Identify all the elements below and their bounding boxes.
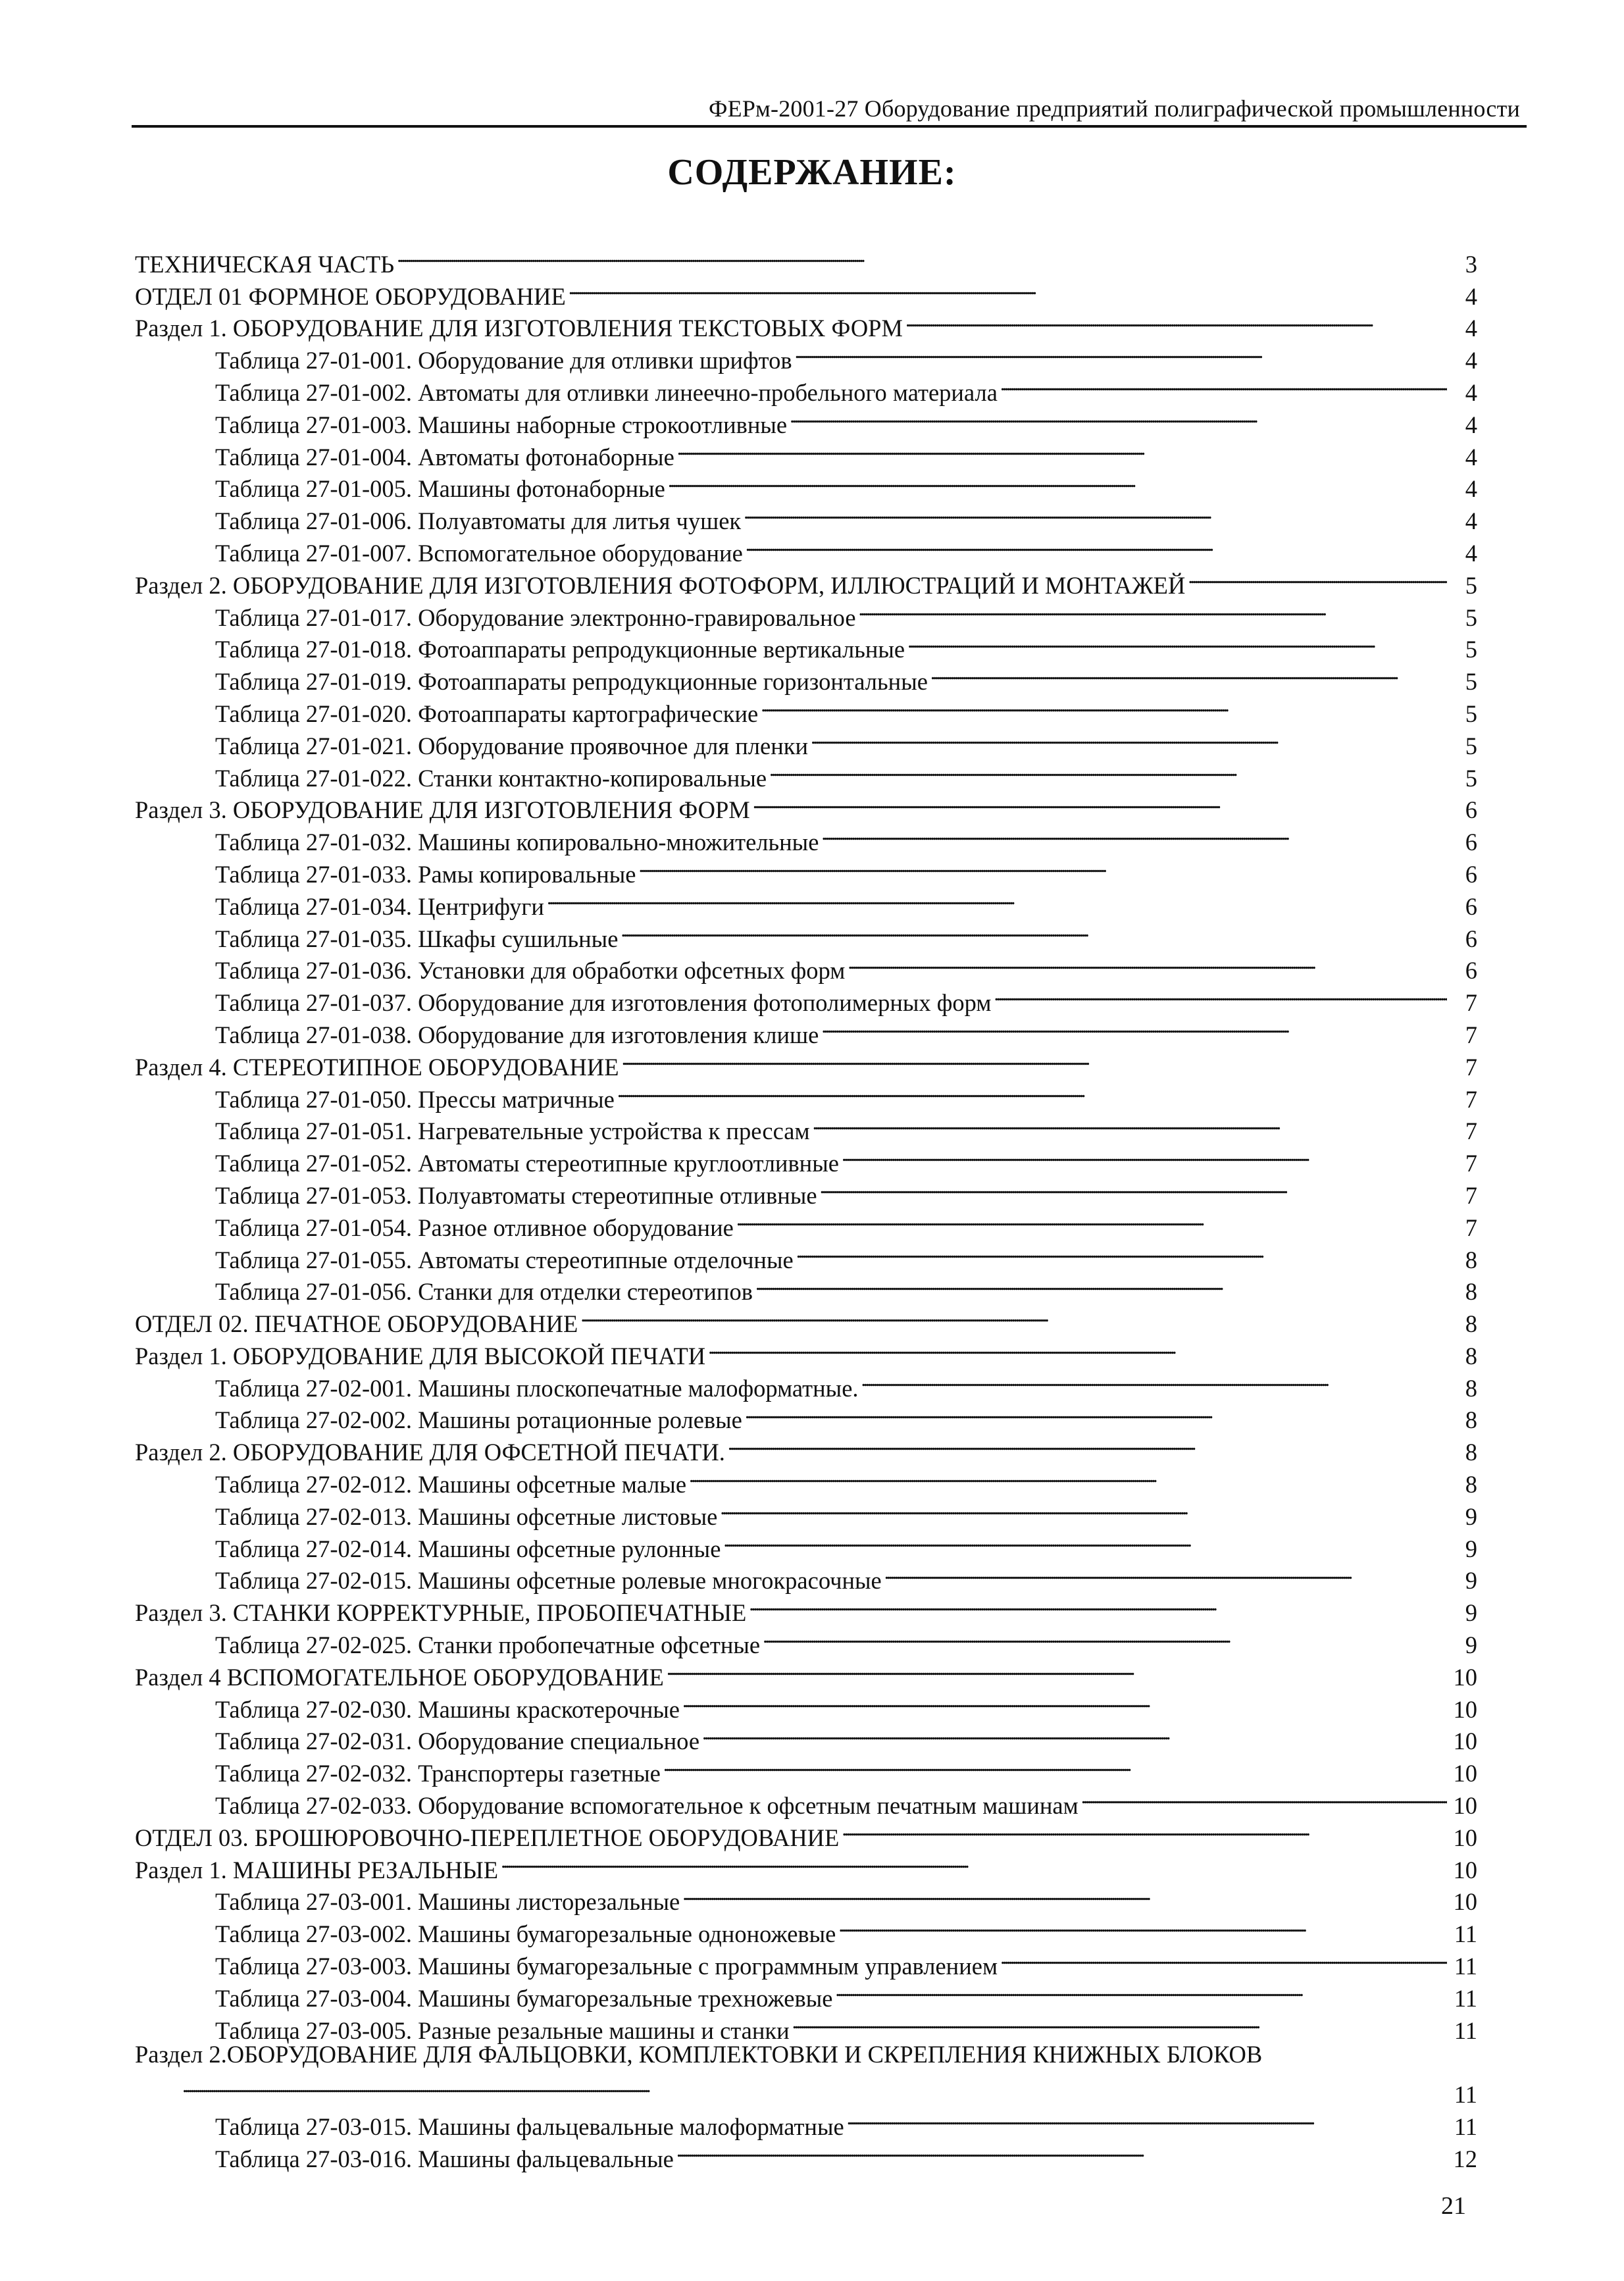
toc-entry-label: Раздел 1. ОБОРУДОВАНИЕ ДЛЯ ВЫСОКОЙ ПЕЧАТИ bbox=[135, 1342, 706, 1370]
toc-entry-page: 10 bbox=[1453, 1728, 1477, 1755]
dot-leader bbox=[668, 465, 1447, 498]
dot-leader bbox=[811, 722, 1447, 754]
toc-entry-page: 6 bbox=[1465, 957, 1477, 985]
dot-leader bbox=[820, 1171, 1447, 1204]
toc-entry-label: Таблица 27-01-021. Оборудование проявочное для пленки bbox=[215, 732, 809, 759]
dot-leader bbox=[1000, 369, 1447, 401]
toc-entry-label: Таблица 27-01-005. Машины фотонаборные bbox=[215, 475, 665, 503]
dot-leader bbox=[907, 626, 1447, 658]
toc-entry-page: 11 bbox=[1454, 1920, 1477, 1948]
dot-leader bbox=[746, 529, 1447, 561]
toc-entry-label: Таблица 27-01-032. Машины копировально-множительные bbox=[215, 829, 819, 856]
toc-entry-label: Таблица 27-01-033. Рамы копировальные bbox=[215, 860, 636, 888]
toc-entry-page: 6 bbox=[1465, 892, 1477, 920]
toc-entry-label: Таблица 27-02-032. Транспортеры газетные bbox=[215, 1760, 661, 1787]
toc-entry-page: 8 bbox=[1465, 1374, 1477, 1402]
toc-entry-page: 11 bbox=[1454, 2113, 1477, 2141]
toc-entry-page: 7 bbox=[1465, 1214, 1477, 1241]
toc-entry-page: 5 bbox=[1465, 668, 1477, 696]
dot-leader bbox=[861, 1364, 1447, 1397]
toc-entry[interactable] bbox=[135, 2070, 1477, 2109]
dot-leader bbox=[769, 754, 1447, 786]
toc-entry-label: Таблица 27-02-013. Машины офсетные листовые bbox=[215, 1502, 718, 1530]
dot-leader bbox=[813, 1108, 1447, 1140]
toc-entry-page: 4 bbox=[1465, 347, 1477, 374]
toc-entry-page: 4 bbox=[1465, 411, 1477, 438]
toc-entry-label: Таблица 27-02-001. Машины плоскопечатные малоформатные. bbox=[215, 1374, 859, 1402]
dot-leader bbox=[501, 1846, 1447, 1878]
dot-leader bbox=[667, 1653, 1447, 1685]
dot-leader bbox=[749, 1589, 1447, 1621]
toc-entry-page: 8 bbox=[1465, 1246, 1477, 1273]
toc-entry-page: 5 bbox=[1465, 764, 1477, 792]
toc-entry-label: Таблица 27-03-015. Машины фальцевальные малоформатные bbox=[215, 2113, 844, 2141]
toc-entry-label: ТЕХНИЧЕСКАЯ ЧАСТЬ bbox=[135, 250, 395, 278]
toc-entry-page: 5 bbox=[1465, 571, 1477, 599]
toc-entry-page: 5 bbox=[1465, 603, 1477, 631]
table-of-contents bbox=[135, 240, 1477, 2172]
toc-entry-label: Таблица 27-01-017. Оборудование электронно-гравировальное bbox=[215, 603, 856, 631]
toc-entry-label: Таблица 27-03-004. Машины бумагорезальные трехножевые bbox=[215, 1984, 833, 2012]
toc-entry-label: Таблица 27-02-033. Оборудование вспомогательное к офсетным печатным машинам bbox=[215, 1792, 1078, 1820]
dot-leader bbox=[848, 947, 1447, 979]
dot-leader bbox=[763, 1621, 1447, 1653]
toc-entry-label: Таблица 27-03-003. Машины бумагорезальные с программным управлением bbox=[215, 1953, 998, 1980]
toc-entry-label: Раздел 2.ОБОРУДОВАНИЕ ДЛЯ ФАЛЬЦОВКИ, КОМПЛЕКТОВКИ И СКРЕПЛЕНИЯ КНИЖНЫХ БЛОКОВ bbox=[135, 2040, 1263, 2068]
dot-leader bbox=[838, 1910, 1447, 1942]
toc-entry-page: 10 bbox=[1453, 1888, 1477, 1916]
toc-entry-label: Таблица 27-01-022. Станки контактно-копировальные bbox=[215, 764, 767, 792]
dot-leader bbox=[617, 1075, 1447, 1108]
toc-entry-label: Раздел 3. ОБОРУДОВАНИЕ ДЛЯ ИЗГОТОВЛЕНИЯ ФОРМ bbox=[135, 796, 750, 824]
toc-entry-page: 8 bbox=[1465, 1342, 1477, 1370]
dot-leader bbox=[682, 1685, 1447, 1718]
toc-entry-page: 6 bbox=[1465, 860, 1477, 888]
toc-entry[interactable] bbox=[135, 2039, 1477, 2071]
dot-leader bbox=[1188, 561, 1447, 594]
toc-entry-label: Таблица 27-03-016. Машины фальцевальные bbox=[215, 2145, 674, 2172]
toc-entry-page: 7 bbox=[1465, 989, 1477, 1017]
toc-entry-label: Таблица 27-01-051. Нагревательные устройства к прессам bbox=[215, 1117, 810, 1145]
toc-entry-page: 9 bbox=[1465, 1631, 1477, 1659]
toc-entry-label: ОТДЕЛ 02. ПЕЧАТНОЕ ОБОРУДОВАНИЕ bbox=[135, 1310, 578, 1338]
toc-entry-page: 4 bbox=[1465, 282, 1477, 310]
toc-entry-page: 7 bbox=[1465, 1117, 1477, 1145]
dot-leader bbox=[790, 401, 1447, 433]
toc-entry-page: 10 bbox=[1453, 1824, 1477, 1851]
toc-entry-label: Таблица 27-03-001. Машины листорезальные bbox=[215, 1888, 680, 1916]
toc-entry-page: 4 bbox=[1465, 443, 1477, 471]
toc-entry-page: 7 bbox=[1465, 1053, 1477, 1081]
dot-leader bbox=[677, 433, 1447, 465]
dot-leader bbox=[682, 1878, 1447, 1910]
toc-entry-page: 10 bbox=[1453, 1663, 1477, 1691]
toc-entry-label: Таблица 27-01-053. Полуавтоматы стереотипные отливные bbox=[215, 1181, 817, 1209]
page-number: 21 bbox=[1441, 2192, 1466, 2220]
dot-leader bbox=[884, 1557, 1447, 1589]
dot-leader bbox=[796, 1236, 1447, 1268]
toc-entry-label: Раздел 3. СТАНКИ КОРРЕКТУРНЫЕ, ПРОБОПЕЧАТНЫЕ bbox=[135, 1599, 747, 1627]
dot-leader bbox=[736, 1204, 1447, 1236]
toc-entry-page: 7 bbox=[1465, 1021, 1477, 1048]
toc-entry-label: Таблица 27-02-014. Машины офсетные рулонные bbox=[215, 1535, 721, 1562]
toc-entry-page: 6 bbox=[1465, 829, 1477, 856]
toc-entry-page: 9 bbox=[1465, 1535, 1477, 1562]
toc-entry-page: 8 bbox=[1465, 1278, 1477, 1306]
toc-entry-label: Раздел 2. ОБОРУДОВАНИЕ ДЛЯ ИЗГОТОВЛЕНИЯ ФОТОФОРМ, ИЛЛЮСТРАЦИЙ И МОНТАЖЕЙ bbox=[135, 571, 1186, 599]
toc-entry-label: Таблица 27-02-002. Машины ротационные ролевые bbox=[215, 1406, 742, 1434]
dot-leader bbox=[842, 1814, 1447, 1846]
toc-entry-label: Таблица 27-01-003. Машины наборные строкоотливные bbox=[215, 411, 788, 438]
toc-entry-page: 11 bbox=[1454, 2081, 1477, 2109]
dot-leader bbox=[1081, 1781, 1447, 1814]
dot-leader bbox=[728, 1428, 1447, 1460]
dot-leader bbox=[905, 305, 1447, 337]
toc-entry-label: Таблица 27-01-036. Установки для обработки офсетных форм bbox=[215, 957, 846, 985]
toc-entry-label: Таблица 27-01-007. Вспомогательное оборудование bbox=[215, 539, 743, 567]
toc-entry-label: Таблица 27-01-054. Разное отливное оборудование bbox=[215, 1214, 734, 1241]
dot-leader bbox=[639, 850, 1448, 883]
toc-entry-page: 4 bbox=[1465, 475, 1477, 503]
toc-entry-page: 6 bbox=[1465, 796, 1477, 824]
toc-entry-page: 4 bbox=[1465, 539, 1477, 567]
dot-leader bbox=[792, 2007, 1447, 2039]
toc-entry-page: 6 bbox=[1465, 925, 1477, 952]
toc-entry-label: Таблица 27-01-006. Полуавтоматы для литья чушек bbox=[215, 507, 742, 535]
toc-entry-page: 3 bbox=[1465, 250, 1477, 278]
toc-entry-label: Таблица 27-03-002. Машины бумагорезальные одноножевые bbox=[215, 1920, 836, 1948]
dot-leader bbox=[755, 1268, 1447, 1300]
toc-entry-page: 9 bbox=[1465, 1567, 1477, 1595]
dot-leader bbox=[795, 336, 1447, 369]
dot-leader bbox=[821, 1011, 1447, 1043]
toc-entry-label: Таблица 27-01-056. Станки для отделки стереотипов bbox=[215, 1278, 753, 1306]
toc-entry-page: 10 bbox=[1453, 1760, 1477, 1787]
toc-entry-page: 10 bbox=[1453, 1695, 1477, 1723]
toc-entry-label: Таблица 27-01-001. Оборудование для отливки шрифтов bbox=[215, 347, 792, 374]
dot-leader bbox=[580, 1300, 1447, 1332]
dot-leader bbox=[397, 240, 1447, 272]
toc-entry-label: Раздел 4. СТЕРЕОТИПНОЕ ОБОРУДОВАНИЕ bbox=[135, 1053, 619, 1081]
toc-entry-label: Таблица 27-02-012. Машины офсетные малые bbox=[215, 1471, 687, 1499]
dot-leader bbox=[847, 2103, 1447, 2135]
toc-entry-page: 11 bbox=[1454, 1984, 1477, 2012]
toc-entry-page: 11 bbox=[1454, 1953, 1477, 1980]
running-title: ФЕРм-2001-27 Оборудование предприятий полиграфической промышленности bbox=[708, 95, 1520, 122]
toc-entry-label: Таблица 27-01-018. Фотоаппараты репродукционные вертикальные bbox=[215, 636, 905, 663]
toc-entry-page: 5 bbox=[1465, 732, 1477, 759]
toc-entry-label: ОТДЕЛ 03. БРОШЮРОВОЧНО-ПЕРЕПЛЕТНОЕ ОБОРУДОВАНИЕ bbox=[135, 1824, 840, 1851]
dot-leader bbox=[761, 690, 1447, 722]
toc-entry-page: 4 bbox=[1465, 315, 1477, 342]
toc-entry-label: Раздел 4 ВСПОМОГАТЕЛЬНОЕ ОБОРУДОВАНИЕ bbox=[135, 1663, 664, 1691]
toc-entry-page: 12 bbox=[1453, 2145, 1477, 2172]
toc-entry-label: Таблица 27-03-005. Разные резальные машины и станки bbox=[215, 2016, 790, 2044]
dot-leader bbox=[821, 818, 1447, 850]
dot-leader bbox=[622, 1043, 1447, 1075]
dot-leader bbox=[569, 272, 1447, 305]
dot-leader bbox=[930, 657, 1447, 690]
toc-entry-page: 11 bbox=[1454, 2016, 1477, 2044]
toc-entry-page: 7 bbox=[1465, 1150, 1477, 1177]
toc-entry-label: Таблица 27-01-055. Автоматы стереотипные отделочные bbox=[215, 1246, 794, 1273]
dot-leader bbox=[621, 915, 1447, 947]
toc-entry-label: ОТДЕЛ 01 ФОРМНОЕ ОБОРУДОВАНИЕ bbox=[135, 282, 566, 310]
dot-leader bbox=[1000, 1942, 1447, 1974]
page-title: СОДЕРЖАНИЕ: bbox=[667, 152, 957, 193]
dot-leader bbox=[835, 1974, 1447, 2007]
dot-leader bbox=[547, 883, 1447, 915]
dot-leader bbox=[663, 1749, 1447, 1781]
toc-entry-label: Таблица 27-02-015. Машины офсетные ролевые многокрасочные bbox=[215, 1567, 882, 1595]
toc-entry-page: 10 bbox=[1453, 1856, 1477, 1884]
toc-entry-label: Таблица 27-01-020. Фотоаппараты картографические bbox=[215, 700, 759, 727]
dot-leader bbox=[702, 1718, 1447, 1750]
toc-entry-label: Таблица 27-01-037. Оборудование для изготовления фотополимерных форм bbox=[215, 989, 992, 1017]
toc-entry-page: 4 bbox=[1465, 378, 1477, 406]
toc-entry-label: Таблица 27-01-034. Центрифуги bbox=[215, 892, 544, 920]
dot-leader bbox=[842, 1139, 1447, 1171]
dot-leader bbox=[182, 2070, 1447, 2103]
toc-entry-page: 7 bbox=[1465, 1085, 1477, 1113]
dot-leader bbox=[859, 594, 1447, 626]
toc-entry-page: 8 bbox=[1465, 1439, 1477, 1466]
toc-entry-label: Таблица 27-01-004. Автоматы фотонаборные bbox=[215, 443, 674, 471]
toc-entry-page: 5 bbox=[1465, 700, 1477, 727]
dot-leader bbox=[994, 979, 1447, 1011]
dot-leader bbox=[720, 1493, 1447, 1525]
toc-entry-label: Таблица 27-02-025. Станки пробопечатные офсетные bbox=[215, 1631, 761, 1659]
toc-entry-label: Таблица 27-01-038. Оборудование для изготовления клише bbox=[215, 1021, 819, 1048]
dot-leader bbox=[744, 497, 1447, 529]
toc-entry-label: Раздел 1. МАШИНЫ РЕЗАЛЬНЫЕ bbox=[135, 1856, 499, 1884]
toc-entry-page: 9 bbox=[1465, 1599, 1477, 1627]
toc-entry-page: 10 bbox=[1453, 1792, 1477, 1820]
toc-entry-label: Таблица 27-01-002. Автоматы для отливки линеечно-пробельного материала bbox=[215, 378, 998, 406]
toc-entry-label: Таблица 27-01-052. Автоматы стереотипные круглоотливные bbox=[215, 1150, 839, 1177]
dot-leader bbox=[676, 2135, 1447, 2167]
toc-entry-label: Таблица 27-01-019. Фотоаппараты репродукционные горизонтальные bbox=[215, 668, 928, 696]
toc-entry[interactable] bbox=[135, 2103, 1477, 2141]
toc-entry-page: 8 bbox=[1465, 1471, 1477, 1499]
toc-entry-label: Раздел 1. ОБОРУДОВАНИЕ ДЛЯ ИЗГОТОВЛЕНИЯ ТЕКСТОВЫХ ФОРМ bbox=[135, 315, 903, 342]
dot-leader bbox=[689, 1460, 1447, 1493]
toc-entry-label: Таблица 27-01-035. Шкафы сушильные bbox=[215, 925, 619, 952]
toc-entry-page: 4 bbox=[1465, 507, 1477, 535]
toc-entry-page: 9 bbox=[1465, 1502, 1477, 1530]
dot-leader bbox=[745, 1397, 1447, 1429]
toc-entry-page: 8 bbox=[1465, 1406, 1477, 1434]
toc-entry-page: 5 bbox=[1465, 636, 1477, 663]
toc-entry-page: 7 bbox=[1465, 1181, 1477, 1209]
toc-entry[interactable] bbox=[135, 240, 1477, 278]
toc-entry-page: 8 bbox=[1465, 1310, 1477, 1338]
dot-leader bbox=[753, 786, 1447, 819]
toc-entry-label: Таблица 27-02-030. Машины краскотерочные bbox=[215, 1695, 680, 1723]
toc-entry-label: Таблица 27-01-050. Прессы матричные bbox=[215, 1085, 615, 1113]
toc-entry-label: Таблица 27-02-031. Оборудование специальное bbox=[215, 1728, 700, 1755]
dot-leader bbox=[708, 1332, 1447, 1364]
running-header bbox=[132, 78, 1527, 128]
toc-entry-label: Раздел 2. ОБОРУДОВАНИЕ ДЛЯ ОФСЕТНОЙ ПЕЧАТИ. bbox=[135, 1439, 725, 1466]
dot-leader bbox=[723, 1525, 1447, 1557]
